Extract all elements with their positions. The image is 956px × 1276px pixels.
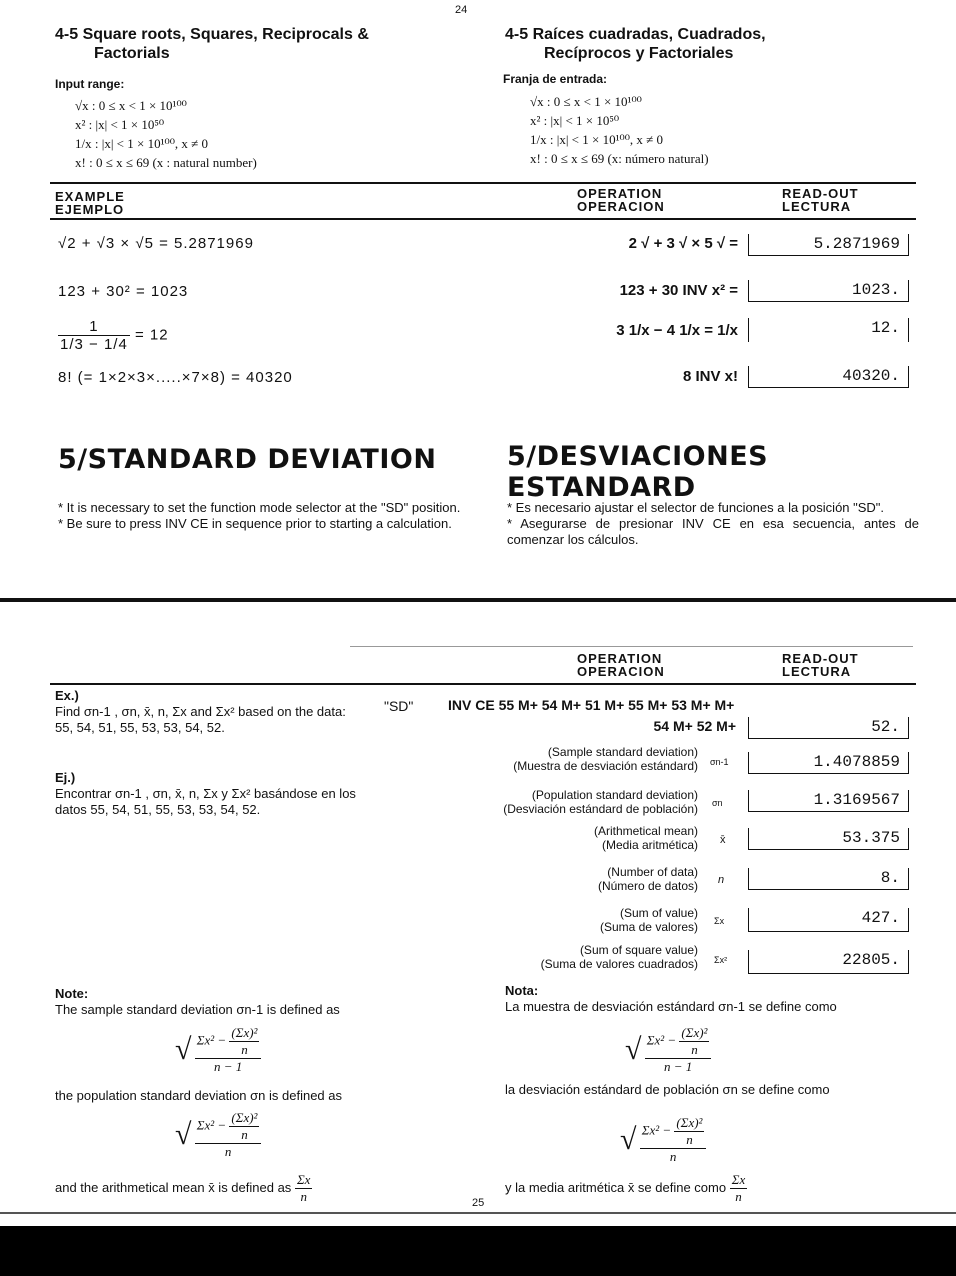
formula-n: n <box>735 1189 742 1204</box>
sd-title-en: 5/STANDARD DEVIATION <box>58 444 437 475</box>
note-es-line3 <box>505 1172 747 1205</box>
formula-n: n <box>241 1127 248 1142</box>
formula-n-minus-1: n − 1 <box>663 1059 693 1074</box>
result-value-3: 53.375 <box>748 828 909 850</box>
operation-row-1: 2 √ + 3 √ × 5 √ = <box>628 235 738 252</box>
formula-population-en-num <box>195 1110 262 1144</box>
result-label-1-es: (Muestra de desviación estándard) <box>513 759 698 773</box>
example-row-3-fraction <box>58 318 130 353</box>
note-es <box>505 983 915 1015</box>
range-square-es: x² : |x| < 1 × 10⁵⁰ <box>530 113 620 128</box>
formula-inner-frac <box>229 1110 259 1143</box>
formula-n: n <box>686 1132 693 1147</box>
formula-n: n <box>224 1144 232 1159</box>
result-label-2-en: (Population standard deviation) <box>531 788 698 802</box>
formula-sample-en <box>175 1025 261 1075</box>
result-label-4-en: (Number of data) <box>607 865 698 879</box>
sd-title-es: 5/DESVIACIONES ESTANDARD <box>507 441 769 503</box>
formula-sample-en-outer <box>195 1025 262 1075</box>
bottom-header-rule <box>50 683 916 685</box>
example-row-1: √2 + √3 × √5 = 5.2871969 <box>58 235 254 252</box>
formula-sample-en-num <box>195 1025 262 1059</box>
sd-notes-en <box>58 500 473 532</box>
range-square-en: x² : |x| < 1 × 10⁵⁰ <box>75 117 165 132</box>
formula-minus: − <box>662 1122 672 1138</box>
result-label-4-es: (Número de datos) <box>597 879 698 893</box>
formula-inner-frac <box>229 1025 259 1058</box>
result-label-2 <box>360 788 698 816</box>
formula-population-es-outer <box>640 1115 707 1165</box>
readout-row-1: 5.2871969 <box>748 234 909 256</box>
example-es <box>55 770 365 818</box>
result-label-1 <box>360 745 698 773</box>
readout-row-3: 12. <box>748 318 909 342</box>
section-title-es <box>505 25 925 63</box>
bottom-header-operation-en: OPERATION <box>577 651 663 666</box>
formula-population-en <box>175 1110 261 1160</box>
note-en-line2: the population standard deviation σn is defined as <box>55 1088 343 1103</box>
range-reciprocal-en: 1/x : |x| < 1 × 10¹⁰⁰, x ≠ 0 <box>75 136 209 151</box>
formula-sum-x: Σx <box>731 1172 746 1187</box>
formula-sample-es-outer <box>645 1025 712 1075</box>
range-sqrt-es: √x : 0 ≤ x < 1 × 10¹⁰⁰ <box>530 94 642 109</box>
result-label-5-en: (Sum of value) <box>619 906 698 920</box>
result-value-2: 1.3169567 <box>748 790 909 812</box>
result-value-1: 1.4078859 <box>748 752 909 774</box>
header-example-es: EJEMPLO <box>55 202 125 217</box>
table-header-rule <box>50 218 916 220</box>
note-es-line3-text: y la media aritmética x̄ se define como <box>505 1179 727 1195</box>
note-es-line2: la desviación estándard de población σn se define como <box>505 1082 830 1097</box>
sqrt-sign: √ <box>620 1123 637 1156</box>
bottom-header-readout-es: LECTURA <box>782 664 852 679</box>
header-example-en: EXAMPLE <box>55 189 125 204</box>
fraction-numerator: 1 <box>58 318 130 336</box>
formula-sum-term: (Σx)² <box>676 1115 703 1130</box>
sd-note-en-2: * Be sure to press INV CE in sequence prior to starting a calculation. <box>58 516 452 531</box>
example-es-text: Encontrar σn-1 , σn, x̄, n, Σx y Σx² basándose en los datos 55, 54, 51, 55, 53, 53, 54, 52. <box>55 786 356 817</box>
formula-minus: − <box>667 1032 677 1048</box>
formula-sum-term: (Σx)² <box>681 1025 708 1040</box>
bottom-header-readout <box>782 652 859 678</box>
formula-n: n <box>300 1189 307 1204</box>
note-en-line1: The sample standard deviation σn-1 is defined as <box>55 1002 340 1017</box>
sd-note-en-1: * It is necessary to set the function mode selector at the "SD" position. <box>58 500 461 515</box>
bottom-header-operation-es: OPERACION <box>577 664 665 679</box>
page-number-top: 24 <box>455 4 468 16</box>
sd-operation-line-2: 54 M+ 52 M+ <box>653 718 736 734</box>
sd-mode-label: "SD" <box>384 698 414 714</box>
header-operation <box>577 187 665 213</box>
readout-row-2: 1023. <box>748 280 909 302</box>
formula-mean-en <box>295 1172 313 1205</box>
formula-mean-es <box>730 1172 748 1205</box>
sqrt-sign: √ <box>175 1033 192 1066</box>
note-en-label: Note: <box>55 986 89 1001</box>
fraction-denominator: 1/3 − 1/4 <box>60 336 128 353</box>
formula-sum-x: Σx <box>296 1172 311 1187</box>
result-label-6-en: (Sum of square value) <box>579 943 698 957</box>
section-title-es-line2: Recíprocos y Factoriales <box>544 45 734 62</box>
example-row-3 <box>58 318 169 353</box>
result-label-3 <box>360 824 698 852</box>
example-row-4: 8! (= 1×2×3×.....×7×8) = 40320 <box>58 369 293 386</box>
result-label-6-es: (Suma de valores cuadrados) <box>540 957 698 971</box>
header-operation-es: OPERACION <box>577 199 665 214</box>
formula-population-es-num <box>640 1115 707 1149</box>
header-readout-en: READ-OUT <box>782 186 859 201</box>
result-label-1-en: (Sample standard deviation) <box>547 745 698 759</box>
range-sqrt-en: √x : 0 ≤ x < 1 × 10¹⁰⁰ <box>75 98 187 113</box>
formula-n: n <box>669 1149 677 1164</box>
result-value-6: 22805. <box>748 950 909 974</box>
operation-row-4: 8 INV x! <box>682 368 738 385</box>
sd-note-es-2: * Asegurarse de presionar INV CE en esa secuencia, antes de comenzar los cálculos. <box>507 516 919 547</box>
example-es-label: Ej.) <box>55 770 76 785</box>
sd-readout-first: 52. <box>748 717 909 739</box>
sd-notes-es <box>507 500 919 548</box>
formula-inner-frac <box>679 1025 709 1058</box>
example-en-text: Find σn-1 , σn, x̄, n, Σx and Σx² based on the data: 55, 54, 51, 55, 53, 53, 54, 52. <box>55 704 346 735</box>
result-label-4 <box>360 865 698 893</box>
operation-row-3: 3 1/x − 4 1/x = 1/x <box>616 322 738 339</box>
result-key-6: Σx² <box>714 955 728 965</box>
result-label-3-en: (Arithmetical mean) <box>593 824 698 838</box>
result-key-3: x̄ <box>720 834 726 846</box>
section-title-es-line1: 4-5 Raíces cuadradas, Cuadrados, <box>505 26 766 43</box>
formula-minus: − <box>217 1032 227 1048</box>
input-range-label-es: Franja de entrada: <box>503 72 608 86</box>
formula-minus: − <box>217 1117 227 1133</box>
formula-inner-frac <box>674 1115 704 1148</box>
sqrt-sign: √ <box>625 1033 642 1066</box>
formula-sum-sq: Σx² <box>641 1122 660 1138</box>
input-range-list-en <box>75 96 257 172</box>
formula-population-en-outer <box>195 1110 262 1160</box>
result-value-4: 8. <box>748 868 909 890</box>
formula-n: n <box>691 1042 698 1057</box>
note-es-label: Nota: <box>505 983 539 998</box>
formula-sample-es-num <box>645 1025 712 1059</box>
example-row-2: 123 + 30² = 1023 <box>58 283 189 300</box>
result-label-3-es: (Media aritmética) <box>601 838 698 852</box>
bottom-header-readout-en: READ-OUT <box>782 651 859 666</box>
range-reciprocal-es: 1/x : |x| < 1 × 10¹⁰⁰, x ≠ 0 <box>530 132 664 147</box>
result-key-2: σn <box>712 798 723 808</box>
result-label-5-es: (Suma de valores) <box>599 920 698 934</box>
readout-row-4: 40320. <box>748 366 909 388</box>
range-factorial-es: x! : 0 ≤ x ≤ 69 (x: número natural) <box>530 151 709 166</box>
bottom-header-top-rule <box>350 646 913 647</box>
input-range-label-en: Input range: <box>55 77 125 91</box>
result-label-6 <box>360 943 698 971</box>
note-en <box>55 986 475 1018</box>
result-value-5: 427. <box>748 908 909 932</box>
formula-sample-es <box>625 1025 711 1075</box>
note-en-line3 <box>55 1172 312 1205</box>
input-range-list-es <box>530 92 709 168</box>
formula-population-es <box>620 1115 706 1165</box>
bottom-edge-rule <box>0 1212 956 1214</box>
header-readout-es: LECTURA <box>782 199 852 214</box>
header-example <box>55 190 125 216</box>
formula-n: n <box>241 1042 248 1057</box>
example-en-label: Ex.) <box>55 688 79 703</box>
sd-operation-line-1: INV CE 55 M+ 54 M+ 51 M+ 55 M+ 53 M+ M+ <box>448 697 735 713</box>
result-key-5: Σx <box>714 916 725 926</box>
bottom-header-operation <box>577 652 665 678</box>
section-title-en <box>55 25 465 63</box>
section-title-en-line2: Factorials <box>94 45 170 62</box>
sqrt-sign: √ <box>175 1118 192 1151</box>
sd-note-es-1: * Es necesario ajustar el selector de funciones a la posición "SD". <box>507 500 885 515</box>
page-divider <box>0 598 956 602</box>
formula-sum-term: (Σx)² <box>231 1025 258 1040</box>
example-row-3-result: = 12 <box>134 326 169 344</box>
result-label-5 <box>360 906 698 934</box>
range-factorial-en: x! : 0 ≤ x ≤ 69 (x : natural number) <box>75 155 257 170</box>
header-operation-en: OPERATION <box>577 186 663 201</box>
section-title-en-line1: 4-5 Square roots, Squares, Reciprocals & <box>55 26 369 43</box>
table-top-rule <box>50 182 916 184</box>
result-key-4: n <box>718 874 725 886</box>
page-number-bottom: 25 <box>472 1197 485 1209</box>
header-readout <box>782 187 859 213</box>
formula-sum-sq: Σx² <box>196 1117 215 1133</box>
note-es-line1: La muestra de desviación estándard σn-1 se define como <box>505 999 837 1014</box>
formula-sum-sq: Σx² <box>646 1032 665 1048</box>
formula-n-minus-1: n − 1 <box>213 1059 243 1074</box>
scan-black-border <box>0 1226 956 1276</box>
formula-sum-term: (Σx)² <box>231 1110 258 1125</box>
note-en-line3-text: and the arithmetical mean x̄ is defined as <box>55 1179 292 1195</box>
result-key-1: σn-1 <box>710 757 729 767</box>
formula-sum-sq: Σx² <box>196 1032 215 1048</box>
example-en <box>55 688 355 736</box>
operation-row-2: 123 + 30 INV x² = <box>619 282 738 299</box>
result-label-2-es: (Desviación estándard de población) <box>503 802 698 816</box>
